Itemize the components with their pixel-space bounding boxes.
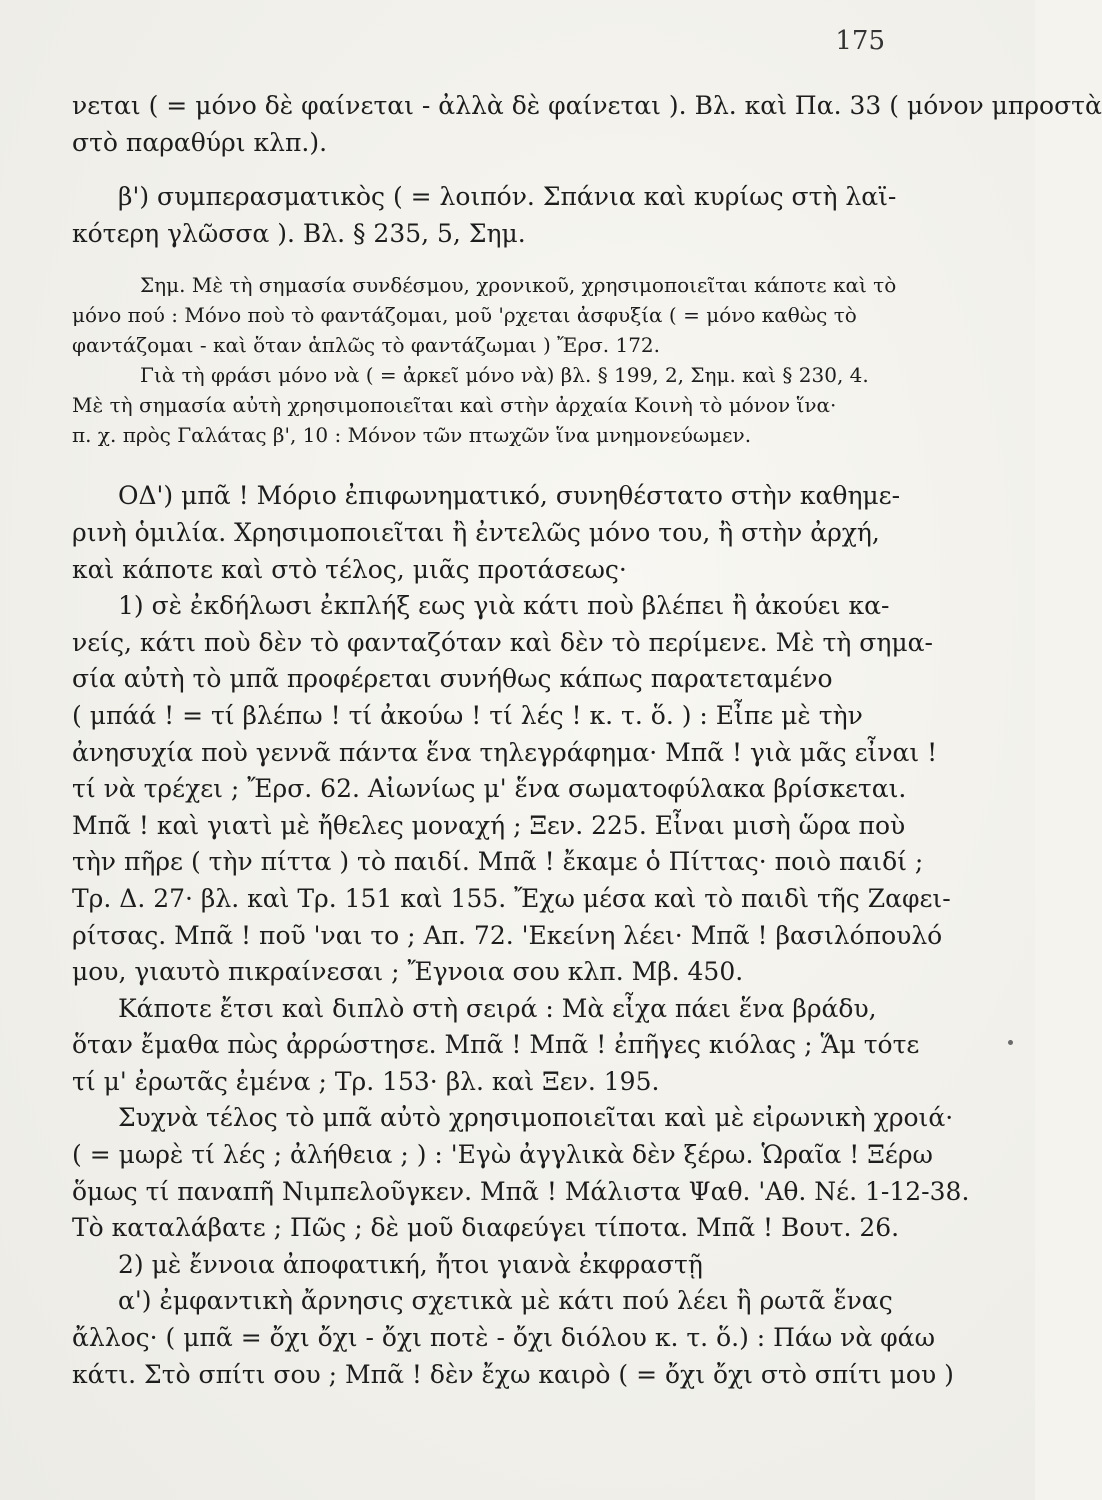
note-line: φαντάζομαι - καὶ ὅταν ἁπλῶς τὸ φαντάζωμαι ) Ἔρσ. 172.	[72, 333, 660, 358]
text-line: ΟΔ') μπᾶ ! Μόριο ἐπιφωνηματικό, συνηθέστατο στὴν καθημε-	[118, 481, 901, 511]
text-line: στὸ παραθύρι κλπ.).	[72, 127, 328, 157]
text-line: Τὸ καταλάβατε ; Πῶς ; δὲ μοῦ διαφεύγει τίποτα. Μπᾶ ! Βουτ. 26.	[72, 1213, 900, 1243]
text-line: κότερη γλῶσσα ). Βλ. § 235, 5, Σημ.	[72, 218, 526, 248]
text-line: κάτι. Στὸ σπίτι σου ; Μπᾶ ! δὲν ἔχω καιρὸ ( = ὄχι ὄχι στὸ σπίτι μου )	[72, 1359, 954, 1389]
text-line: Μπᾶ ! καὶ γιατὶ μὲ ἤθελες μοναχή ; Ξεν. 225. Εἶναι μισὴ ὥρα ποὺ	[72, 810, 906, 840]
text-line: ἄλλος· ( μπᾶ = ὄχι ὄχι - ὄχι ποτὲ - ὄχι διόλου κ. τ. ὅ.) : Πάω νὰ φάω	[72, 1323, 935, 1353]
text-line: α') ἐμφαντικὴ ἄρνησις σχετικὰ μὲ κάτι πού λέει ἢ ρωτᾶ ἕνας	[118, 1286, 893, 1316]
body-text	[72, 88, 1102, 1393]
text-line: ἀνησυχία ποὺ γεννᾶ πάντα ἕνα τηλεγράφημα· Μπᾶ ! γιὰ μᾶς εἶναι !	[72, 737, 938, 767]
text-line: νείς, κάτι ποὺ δὲν τὸ φανταζόταν καὶ δὲν τὸ περίμενε. Μὲ τὴ σημα-	[72, 627, 933, 657]
text-line: ρίτσας. Μπᾶ ! ποῦ 'ναι το ; Απ. 72. 'Εκείνη λέει· Μπᾶ ! βασιλόπουλό	[72, 920, 943, 950]
text-line: ρινὴ ὁμιλία. Χρησιμοποιεῖται ἢ ἐντελῶς μόνο του, ἢ στὴν ἀρχή,	[72, 517, 880, 547]
text-line: Κάποτε ἔτσι καὶ διπλὸ στὴ σειρά : Μὰ εἶχα πάει ἕνα βράδυ,	[118, 993, 877, 1023]
text-line: Τρ. Δ. 27· βλ. καὶ Τρ. 151 καὶ 155. Ἔχω μέσα καὶ τὸ παιδὶ τῆς Ζαφει-	[72, 883, 951, 913]
text-line: σία αὐτὴ τὸ μπᾶ προφέρεται συνήθως κάπως παρατεταμένο	[72, 664, 833, 694]
text-line: 1) σὲ ἐκδήλωσι ἐκπλήξ εως γιὰ κάτι ποὺ βλέπει ἢ ἀκούει κα-	[118, 591, 890, 621]
text-line: νεται ( = μόνο δὲ φαίνεται - ἀλλὰ δὲ φαίνεται ). Βλ. καὶ Πα. 33 ( μόνον μπροστὰ	[72, 91, 1102, 120]
text-line: ( = μωρὲ τί λές ; ἀλήθεια ; ) : 'Εγὼ ἀγγλικὰ δὲν ξέρω. Ὡραῖα ! Ξέρω	[72, 1140, 933, 1170]
text-line: β') συμπερασματικὸς ( = λοιπόν. Σπάνια καὶ κυρίως στὴ λαϊ-	[118, 182, 897, 212]
text-line: ὅμως τί παναπῆ Νιμπελοῦγκεν. Μπᾶ ! Μάλιστα Ψαθ. 'Αθ. Νέ. 1-12-38.	[72, 1176, 970, 1206]
text-line: ( μπάά ! = τί βλέπω ! τί ἀκούω ! τί λές ! κ. τ. ὅ. ) : Εἶπε μὲ τὴν	[72, 700, 863, 730]
note-line: π. χ. πρὸς Γαλάτας β', 10 : Μόνον τῶν πτωχῶν ἵνα μνημονεύωμεν.	[72, 423, 752, 448]
note-line: μόνο πού : Μόνο ποὺ τὸ φαντάζομαι, μοῦ 'ρχεται ἀσφυξία ( = μόνο καθὼς τὸ	[72, 303, 857, 328]
text-line: ὅταν ἔμαθα πὼς ἀρρώστησε. Μπᾶ ! Μπᾶ ! ἐπῆγες κιόλας ; Ἅμ τότε	[72, 1030, 920, 1060]
text-line: μου, γιαυτὸ πικραίνεσαι ; Ἔγνοια σου κλπ. Μβ. 450.	[72, 957, 744, 987]
text-line: τί μ' ἐρωτᾶς ἐμένα ; Τρ. 153· βλ. καὶ Ξεν. 195.	[72, 1066, 660, 1096]
note-line: Γιὰ τὴ φράσι μόνο νὰ ( = ἀρκεῖ μόνο νὰ) βλ. § 199, 2, Σημ. καὶ § 230, 4.	[140, 363, 869, 388]
text-line: καὶ κάποτε καὶ στὸ τέλος, μιᾶς προτάσεως·	[72, 554, 627, 584]
note-line: Σημ. Μὲ τὴ σημασία συνδέσμου, χρονικοῦ, χρησιμοποιεῖται κάποτε καὶ τὸ	[140, 273, 897, 298]
page-number: 175	[835, 26, 885, 56]
text-line: τί νὰ τρέχει ; Ἔρσ. 62. Αἰωνίως μ' ἕνα σωματοφύλακα βρίσκεται.	[72, 774, 907, 804]
note-line: Μὲ τὴ σημασία αὐτὴ χρησιμοποιεῖται καὶ στὴν ἀρχαία Κοινὴ τὸ μόνον ἵνα·	[72, 393, 837, 418]
text-line: τὴν πῆρε ( τὴν πίττα ) τὸ παιδί. Μπᾶ ! ἔκαμε ὁ Πίττας· ποιὸ παιδί ;	[72, 847, 924, 877]
paper-speck	[1008, 1040, 1013, 1045]
text-line: Συχνὰ τέλος τὸ μπᾶ αὐτὸ χρησιμοποιεῖται καὶ μὲ εἰρωνικὴ χροιά·	[118, 1103, 954, 1133]
text-line: 2) μὲ ἔννοια ἀποφατική, ἤτοι γιανὰ ἐκφραστῇ	[118, 1249, 703, 1279]
